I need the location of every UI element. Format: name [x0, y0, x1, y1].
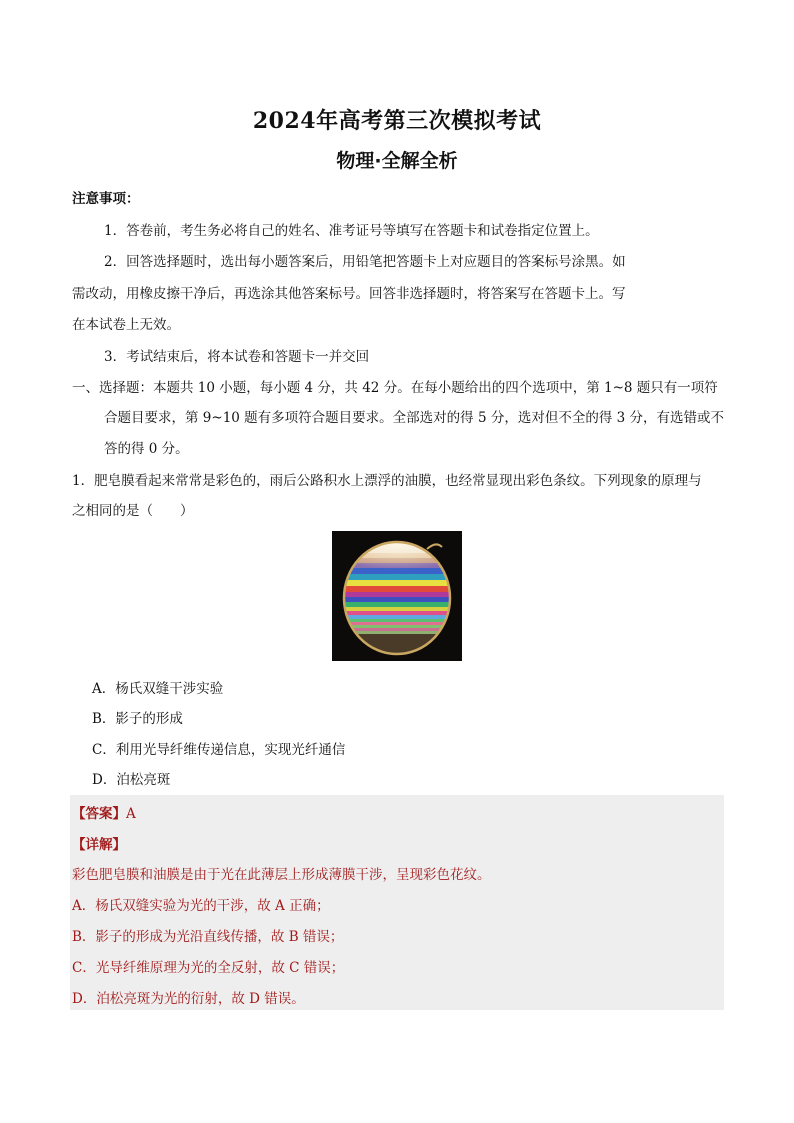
option-note: C．光导纤维原理为光的全反射，故 C 错误； [72, 960, 345, 976]
question-stem: 1．肥皂膜看起来常常是彩色的，雨后公路积水上漂浮的油膜，也经常显现出彩色条纹。下列现象的原理与 [72, 473, 702, 489]
option-b: B．影子的形成 [92, 711, 183, 727]
notice-item: 需改动，用橡皮擦干净后，再选涂其他答案标号。回答非选择题时，将答案写在答题卡上。写 [72, 286, 626, 302]
soap-film-image [332, 531, 462, 661]
answer-row [72, 802, 136, 822]
option-note: A．杨氏双缝实验为光的干涉，故 A 正确； [72, 898, 330, 914]
notice-item: 2．回答选择题时，选出每小题答案后，用铅笔把答题卡上对应题目的答案标号涂黑。如 [104, 254, 626, 270]
explanation-text: 彩色肥皂膜和油膜是由于光在此薄层上形成薄膜干涉，呈现彩色花纹。 [72, 867, 491, 883]
page-subtitle: 物理·全解全析 [336, 150, 458, 172]
answer-value: A [126, 806, 136, 822]
option-note: B．影子的形成为光沿直线传播，故 B 错误； [72, 929, 344, 945]
section-instructions: 一、选择题：本题共 10 小题，每小题 4 分，共 42 分。在每小题给出的四个选项中，第 1~8 题只有一项符 [72, 380, 718, 396]
detail-label: 【详解】 [72, 837, 126, 853]
answer-label: 【答案】 [72, 806, 126, 822]
section-instructions: 答的得 0 分。 [104, 441, 189, 457]
section-instructions: 合题目要求，第 9~10 题有多项符合题目要求。全部选对的得 5 分，选对但不全的得 3 分，有选错或不 [104, 410, 725, 426]
notice-item: 3．考试结束后，将本试卷和答题卡一并交回 [104, 349, 370, 365]
notice-heading: 注意事项： [72, 191, 140, 207]
question-stem: 之相同的是（ ） [72, 503, 194, 519]
option-note: D．泊松亮斑为光的衍射，故 D 错误。 [72, 991, 305, 1007]
notice-item: 在本试卷上无效。 [72, 317, 180, 333]
notice-item: 1．答卷前，考生务必将自己的姓名、准考证号等填写在答题卡和试卷指定位置上。 [104, 223, 599, 239]
option-a: A．杨氏双缝干涉实验 [92, 681, 224, 697]
option-d: D．泊松亮斑 [92, 772, 171, 788]
option-c: C．利用光导纤维传递信息，实现光纤通信 [92, 742, 346, 758]
page-title: 2024年高考第三次模拟考试 [252, 108, 542, 134]
